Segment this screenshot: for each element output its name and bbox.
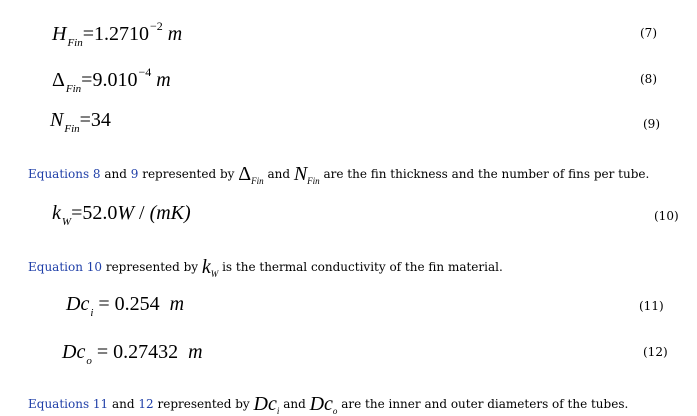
- eq-subscript: i: [90, 307, 94, 319]
- equation-11: [66, 294, 184, 319]
- equation-9-link[interactable]: 9: [130, 167, 139, 181]
- eq-equals: =: [79, 109, 91, 131]
- eq-equals: =: [82, 23, 95, 45]
- eq-exponent: −4: [138, 65, 152, 79]
- equation-9: [50, 110, 111, 135]
- paragraph-text: represented by: [138, 167, 239, 181]
- eq-symbol: k: [52, 202, 61, 224]
- eq-symbol: H: [52, 23, 67, 45]
- eq-unit: m: [156, 69, 171, 91]
- eq-unit: W: [117, 202, 135, 224]
- eq-subscript: W: [61, 216, 72, 228]
- eq-subscript: Fin: [65, 83, 82, 95]
- inline-symbol-n-fin: $N_{Fin}$: [293, 163, 320, 186]
- paragraph-text: and: [108, 397, 139, 411]
- eq-equals: =: [71, 202, 83, 224]
- eq-unit-denominator: (mK): [149, 202, 191, 224]
- equation-7: [52, 20, 182, 49]
- eq-unit: m: [167, 23, 183, 45]
- equation-number-12: (12): [643, 345, 668, 359]
- equation-8-link[interactable]: Equations 8: [28, 167, 101, 181]
- paragraph-equations-8-9: [28, 162, 649, 184]
- equation-8: [52, 66, 171, 95]
- eq-subscript: Fin: [67, 37, 83, 49]
- paragraph-text: is the thermal conductivity of the fin material.: [218, 260, 503, 274]
- eq-symbol: Dc: [62, 341, 86, 363]
- equation-number-10: (10): [654, 209, 679, 223]
- eq-value: 9.010: [92, 69, 138, 91]
- paragraph-equation-10: [28, 255, 503, 277]
- inline-symbol-delta-fin: $\Delta_{Fin}$: [238, 163, 264, 186]
- eq-slash: /: [134, 202, 150, 224]
- eq-equals: =: [98, 293, 110, 315]
- eq-value: 52.0: [82, 202, 118, 224]
- paragraph-text: and: [279, 397, 310, 411]
- paragraph-text: are the fin thickness and the number of fins per tube.: [319, 167, 650, 181]
- eq-value: 1.2710: [94, 23, 150, 45]
- eq-subscript: Fin: [64, 123, 80, 135]
- equation-number-7: (7): [640, 26, 657, 40]
- paragraph-text: and: [263, 167, 294, 181]
- equation-number-8: (8): [640, 72, 657, 86]
- paragraph-text: represented by: [153, 397, 254, 411]
- eq-unit: m: [188, 341, 203, 363]
- equation-number-9: (9): [643, 117, 660, 131]
- eq-unit: m: [169, 293, 185, 315]
- eq-equals: =: [81, 69, 93, 91]
- equation-11-link[interactable]: Equations 11: [28, 397, 109, 411]
- inline-symbol-k-w: $k_W$: [201, 256, 219, 279]
- equation-10-link[interactable]: Equation 10: [28, 260, 103, 274]
- equation-12-link[interactable]: 12: [138, 397, 154, 411]
- equation-number-11: (11): [639, 299, 664, 313]
- eq-subscript: o: [86, 355, 92, 367]
- eq-symbol: Δ: [52, 69, 65, 91]
- paragraph-text: are the inner and outer diameters of the tubes.: [337, 397, 629, 411]
- equation-10: [52, 203, 191, 228]
- eq-value: 0.27432: [113, 341, 179, 363]
- paragraph-text: and: [100, 167, 131, 181]
- eq-equals: =: [96, 341, 109, 363]
- eq-value: 0.254: [114, 293, 160, 315]
- inline-symbol-dc-i: $Dc_i$: [253, 393, 280, 416]
- inline-symbol-dc-o: $Dc_o$: [309, 393, 338, 416]
- equation-12: [62, 342, 203, 367]
- paragraph-text: represented by: [102, 260, 202, 274]
- eq-exponent: −2: [150, 19, 163, 33]
- eq-symbol: Dc: [66, 293, 90, 315]
- eq-value: 34: [90, 109, 111, 131]
- eq-symbol: N: [50, 109, 64, 131]
